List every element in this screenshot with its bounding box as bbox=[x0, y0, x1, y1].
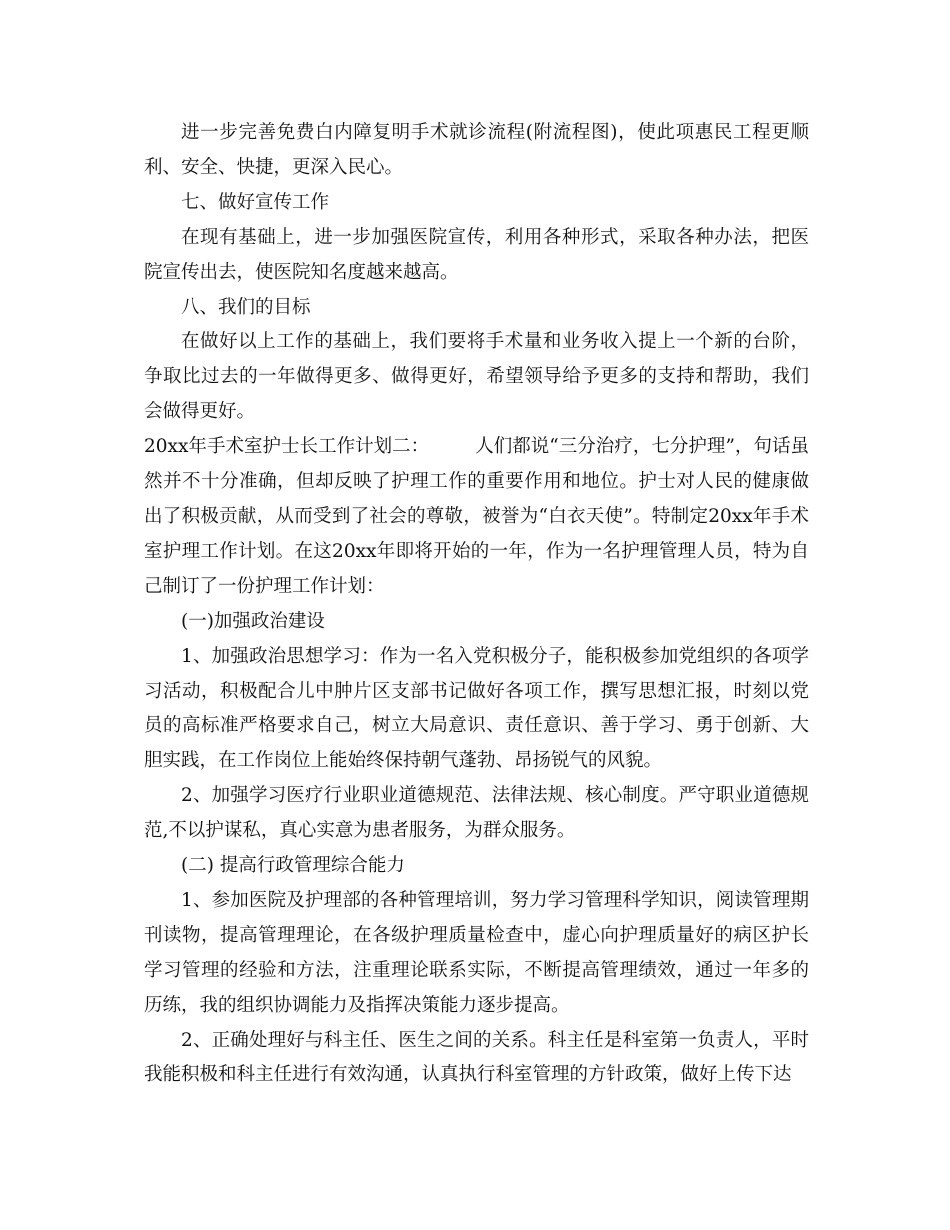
document-body bbox=[144, 116, 809, 1093]
paragraph-political-study: 1、加强政治思想学习：作为一名入党积极分子，能积极参加党组织的各项学习活动，积极配合儿中肿片区支部书记做好各项工作，撰写思想汇报，时刻以党员的高标准严格要求自己，树立大局意识、责任意识、善于学习、勇于创新、大胆实践，在工作岗位上能始终保持朝气蓬勃、昂扬锐气的风貌。 bbox=[144, 645, 809, 772]
section-heading-management: (二) 提高行政管理综合能力 bbox=[181, 855, 405, 877]
paragraph-goals: 在做好以上工作的基础上，我们要将手术量和业务收入提上一个新的台阶，争取比过去的一年做得更多、做得更好，希望领导给予更多的支持和帮助，我们会做得更好。 bbox=[144, 331, 809, 423]
paragraph-plan-two bbox=[144, 430, 809, 605]
plan-two-intro: 人们都说“三分治疗，七分护理”，句话虽然并不十分准确，但却反映了护理工作的重要作用和地位。护士对人民的健康做出了积极贡献，从而受到了社会的尊敬，被誉为“白衣天使”。特制定20xx年手术室护理工作计划。在这20xx年即将开始的一年，作为一名护理管理人员，特为自己制订了一份护理工作计划： bbox=[144, 436, 809, 597]
paragraph-ethics-study: 2、加强学习医疗行业职业道德规范、法律法规、核心制度。严守职业道德规范,不以护谋私，真心实意为患者服务，为群众服务。 bbox=[144, 785, 809, 842]
section-heading-publicity: 七、做好宣传工作 bbox=[181, 191, 330, 213]
section-heading-political: (一)加强政治建设 bbox=[181, 610, 325, 632]
paragraph-cataract-process: 进一步完善免费白内障复明手术就诊流程(附流程图)，使此项惠民工程更顺利、安全、快捷，更深入民心。 bbox=[144, 122, 809, 178]
paragraph-publicity: 在现有基础上，进一步加强医院宣传，利用各种形式，采取各种办法，把医院宣传出去，使医院知名度越来越高。 bbox=[144, 226, 809, 283]
paragraph-management-training: 1、参加医院及护理部的各种管理培训，努力学习管理科学知识，阅读管理期刊读物，提高管理理论，在各级护理质量检查中，虚心向护理质量好的病区护长学习管理的经验和方法，注重理论联系实际，不断提高管理绩效，通过一年多的历练，我的组织协调能力及指挥决策能力逐步提高。 bbox=[144, 889, 809, 1016]
section-heading-goals: 八、我们的目标 bbox=[181, 296, 311, 318]
plan-two-title: 20xx年手术室护士长工作计划二： bbox=[144, 436, 430, 458]
paragraph-director-relations: 2、正确处理好与科主任、医生之间的关系。科主任是科室第一负责人，平时我能积极和科主任进行有效沟通，认真执行科室管理的方针政策，做好上传下达 bbox=[144, 1029, 809, 1086]
